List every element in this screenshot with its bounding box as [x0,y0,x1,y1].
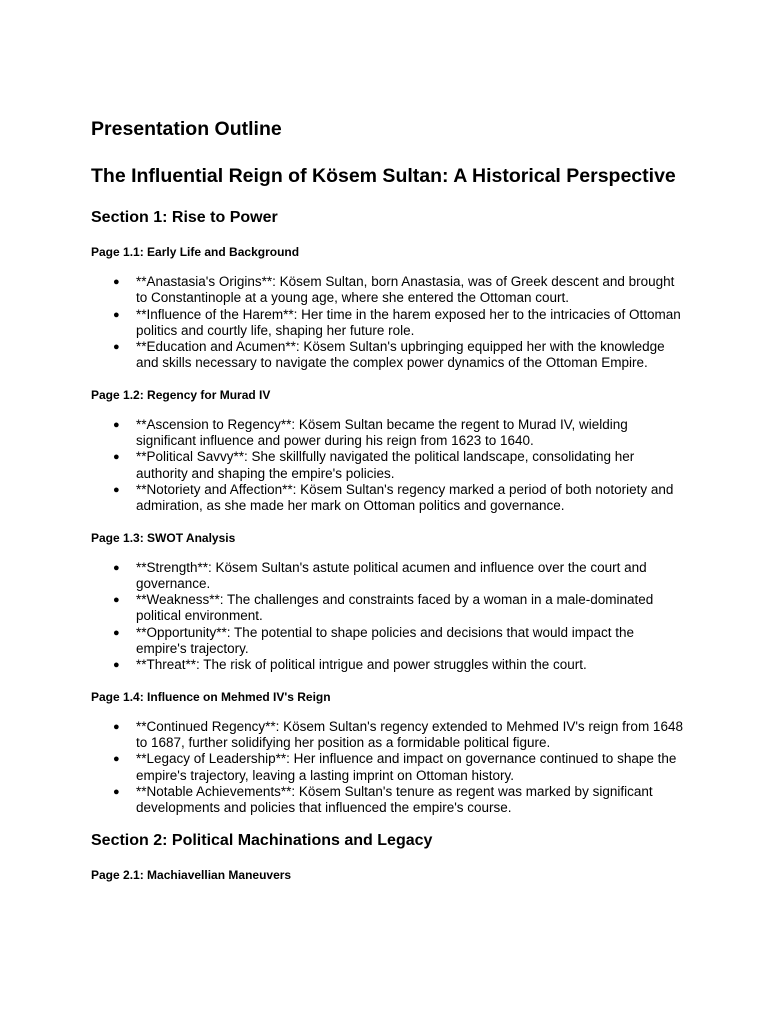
page-2-1 [91,867,688,883]
bullet-icon: ● [113,753,120,766]
bullet-list [91,560,688,674]
list-item: ● **Anastasia's Origins**: Kösem Sultan, born Anastasia, was of Greek descent and brought to Constantinople at a young age, where she entered the Ottoman court. [113,274,675,306]
list-item: ● **Weakness**: The challenges and constraints faced by a woman in a male-dominated political environment. [113,592,654,624]
bullet-icon: ● [113,276,120,288]
section-1 [91,207,688,816]
bullet-icon: ● [113,561,120,574]
list-item: ● **Influence of the Harem**: Her time in the harem exposed her to the intricacies of Ottoman politics and courtly life, shaping her future role. [113,306,681,338]
page-title: Page 2.1: Machiavellian Maneuvers [91,868,292,883]
page-1-2 [91,387,688,515]
bullet-icon: ● [113,308,120,321]
bullet-list [91,719,688,817]
section-2 [91,830,688,883]
list-item: ● **Political Savvy**: She skillfully navigated the political landscape, consolidating her authority and shaping the empire's policies. [113,449,635,481]
list-item: ● **Notable Achievements**: Kösem Sultan's tenure as regent was marked by significant developments and policies that influenced the empire's course. [113,783,653,816]
bullet-list [91,274,688,372]
list-item: ● **Continued Regency**: Kösem Sultan's regency extended to Mehmed IV's reign from 1648 to 1687, further solidifying her position as a formidable political figure. [113,718,683,750]
page-title: Page 1.1: Early Life and Background [91,245,300,259]
bullet-icon: ● [113,341,120,354]
page-1-3 [91,530,688,674]
section-title: Section 2: Political Machinations and Legacy [91,832,433,850]
page-1-1 [91,244,688,372]
bullet-icon: ● [113,594,120,607]
list-item: ● **Threat**: The risk of political intrigue and power struggles within the court. [113,657,587,673]
bullet-icon: ● [113,483,120,496]
presentation-title: The Influential Reign of Kösem Sultan: A Historical Perspective [91,165,676,187]
list-item: ● **Strength**: Kösem Sultan's astute political acumen and influence over the court and governance. [113,559,647,591]
bullet-list [91,417,688,515]
bullet-icon: ● [113,418,120,431]
bullet-icon: ● [113,659,120,672]
list-item: ● **Education and Acumen**: Kösem Sultan's upbringing equipped her with the knowledge and skills necessary to navigate the complex power dynamics of the Ottoman Empire. [113,339,665,371]
page-1-4 [91,689,688,817]
list-item: ● **Notoriety and Affection**: Kösem Sultan's regency marked a period of both notoriety and admiration, as she made her mark on Ottoman politics and governance. [113,481,674,514]
list-item: ● **Legacy of Leadership**: Her influence and impact on governance continued to shape the empire's trajectory, leaving a lasting imprint on Ottoman history. [113,751,677,783]
list-item: ● **Ascension to Regency**: Kösem Sultan became the regent to Murad IV, wielding significant influence and power during his reign from 1623 to 1640. [113,416,628,449]
bullet-icon: ● [113,785,120,798]
document-title: Presentation Outline [91,118,282,140]
page-title: Page 1.2: Regency for Murad IV [91,387,271,402]
bullet-icon: ● [113,451,120,464]
bullet-icon: ● [113,720,120,733]
page-title: Page 1.3: SWOT Analysis [91,530,236,545]
bullet-icon: ● [113,626,120,639]
list-item: ● **Opportunity**: The potential to shape policies and decisions that would impact the empire's trajectory. [113,624,635,657]
section-title: Section 1: Rise to Power [91,209,278,226]
page-title: Page 1.4: Influence on Mehmed IV's Reign [91,689,331,704]
